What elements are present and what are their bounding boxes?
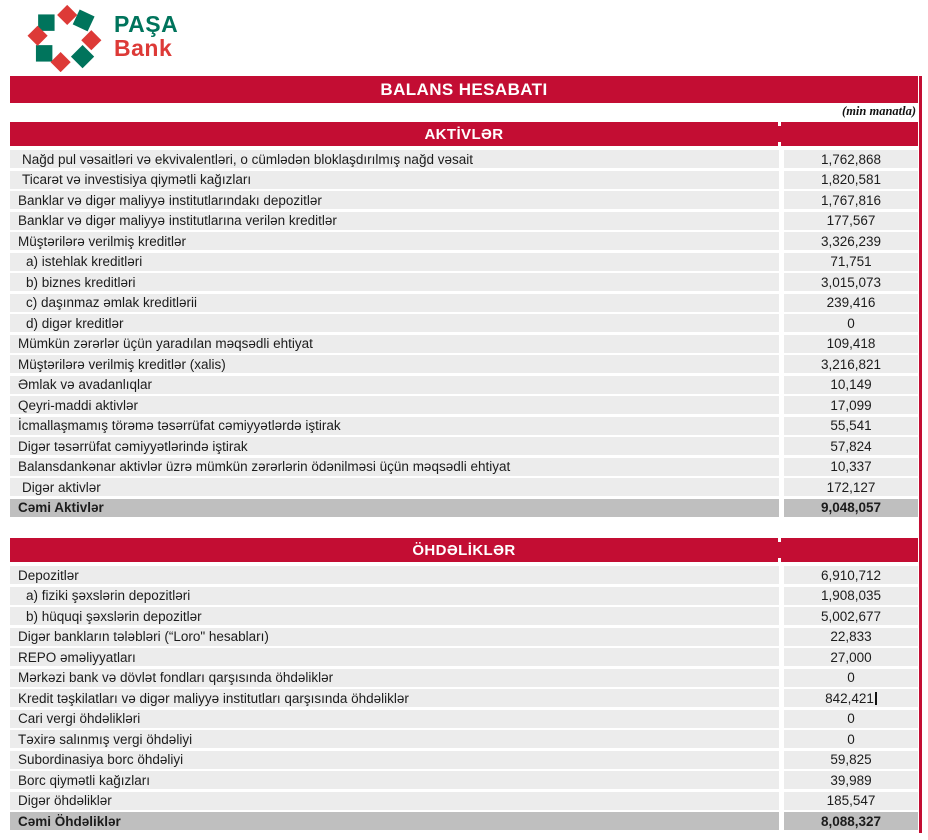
row-value-number: 8,088,327 (820, 813, 882, 829)
table-row (10, 648, 918, 666)
row-value-number: 3,326,239 (820, 233, 882, 249)
table-row (10, 335, 918, 353)
table-row (10, 587, 918, 605)
row-value-number: 1,908,035 (820, 588, 882, 603)
row-value (784, 499, 918, 517)
right-border-line (919, 76, 922, 833)
text-cursor (875, 692, 877, 705)
table-row (10, 730, 918, 748)
row-label: Borc qiymətli kağızları (10, 771, 779, 789)
table-row (10, 212, 918, 230)
row-value[interactable] (784, 689, 918, 707)
row-value-number: 5,002,677 (820, 608, 882, 624)
row-label: Müştərilərə verilmiş kreditlər (xalis) (10, 355, 779, 373)
row-value (784, 253, 918, 271)
row-label: İcmallaşmamış törəmə təsərrüfat cəmiyyətlərdə iştirak (10, 417, 779, 435)
row-value-number: 27,000 (830, 649, 872, 665)
row-label: Təxirə salınmış vergi öhdəliyi (10, 730, 779, 748)
row-label: c) daşınmaz əmlak kreditlərii (10, 294, 779, 312)
table-row (10, 792, 918, 810)
table-row (10, 376, 918, 394)
liabilities-section-header (10, 538, 918, 562)
total-row (10, 499, 918, 517)
row-value (784, 751, 918, 769)
bank-brand-header (26, 4, 178, 72)
row-value-number: 17,099 (830, 397, 872, 413)
row-label: Mərkəzi bank və dövlət fondları qarşısında öhdəliklər (10, 669, 779, 687)
row-label: a) istehlak kreditləri (10, 253, 779, 271)
row-value-number: 185,547 (826, 793, 876, 808)
assets-section-header (10, 122, 918, 146)
table-row (10, 171, 918, 189)
row-label: Balansdankənar aktivlər üzrə mümkün zərərlərin ödənilməsi üçün məqsədli ehtiyat (10, 458, 779, 476)
liabilities-table (10, 538, 918, 830)
row-label: Nağd pul vəsaitləri və ekvivalentləri, o cümlədən bloklaşdırılmış nağd vəsait (10, 150, 779, 168)
row-value-number: 22,833 (830, 629, 872, 644)
row-value (784, 648, 918, 666)
row-value-number: 1,762,868 (820, 151, 882, 167)
row-value (784, 212, 918, 230)
report-title-banner (10, 76, 918, 103)
row-label: Cəmi Öhdəliklər (10, 812, 779, 830)
row-value-number: 71,751 (830, 254, 872, 269)
row-value (784, 335, 918, 353)
currency-unit-note: (min manatla) (842, 104, 916, 118)
row-label: REPO əməliyyatları (10, 648, 779, 666)
row-label: b) biznes kreditləri (10, 273, 779, 291)
pashabank-pinwheel-logo-icon (26, 4, 104, 72)
assets-table (10, 122, 918, 517)
row-label: d) digər kreditlər (10, 314, 779, 332)
row-value (784, 417, 918, 435)
row-value (784, 376, 918, 394)
table-row (10, 437, 918, 455)
row-label: Digər öhdəliklər (10, 792, 779, 810)
table-row (10, 566, 918, 584)
row-value-number: 9,048,057 (820, 500, 882, 515)
row-label: Digər bankların tələbləri (“Loro" hesabları) (10, 628, 779, 646)
table-row (10, 689, 918, 707)
table-row (10, 458, 918, 476)
row-value-number: 3,015,073 (820, 274, 882, 290)
row-label: Depozitlər (10, 566, 779, 584)
bank-name-line1: PAŞA (114, 11, 179, 37)
row-label: a) fiziki şəxslərin depozitləri (10, 587, 779, 605)
table-row (10, 669, 918, 687)
liabilities-rows (10, 566, 918, 830)
row-value (784, 191, 918, 209)
table-row (10, 150, 918, 168)
row-label: Banklar və digər maliyyə institutlarındakı depozitlər (10, 191, 779, 209)
row-value (784, 355, 918, 373)
row-value (784, 171, 918, 189)
row-label: Digər aktivlər (10, 478, 779, 496)
table-row (10, 273, 918, 291)
row-value-number: 10,149 (830, 377, 872, 392)
row-label: Kredit təşkilatları və digər maliyyə institutları qarşısında öhdəliklər (10, 689, 779, 707)
row-value (784, 730, 918, 748)
row-label: Digər təsərrüfat cəmiyyətlərində iştirak (10, 437, 779, 455)
row-value-number: 57,824 (830, 438, 872, 454)
row-value (784, 710, 918, 728)
row-value-number: 109,418 (826, 336, 876, 351)
row-value (784, 150, 918, 168)
row-value-number: 0 (847, 670, 855, 685)
total-row (10, 812, 918, 830)
row-value (784, 607, 918, 625)
row-value-number: 0 (847, 315, 855, 331)
row-value (784, 273, 918, 291)
table-row (10, 191, 918, 209)
row-label: Mümkün zərərlər üçün yaradılan məqsədli ehtiyat (10, 335, 779, 353)
table-row (10, 628, 918, 646)
bank-name (114, 12, 178, 60)
row-value-number: 239,416 (826, 295, 876, 310)
row-label: Banklar və digər maliyyə institutlarına verilən kreditlər (10, 212, 779, 230)
row-value (784, 294, 918, 312)
bank-name-line2: Bank (114, 35, 173, 61)
table-row (10, 710, 918, 728)
table-row (10, 253, 918, 271)
row-value (784, 771, 918, 789)
row-value (784, 792, 918, 810)
table-row (10, 314, 918, 332)
row-label: Qeyri-maddi aktivlər (10, 396, 779, 414)
table-row (10, 771, 918, 789)
row-value-number: 0 (847, 731, 855, 747)
row-value-number: 1,767,816 (820, 192, 882, 208)
table-row (10, 478, 918, 496)
row-value (784, 232, 918, 250)
row-label: Müştərilərə verilmiş kreditlər (10, 232, 779, 250)
table-row (10, 355, 918, 373)
liabilities-section-title: ÖHDƏLİKLƏR (412, 541, 516, 559)
assets-section-title: AKTİVLƏR (424, 125, 504, 143)
table-row (10, 417, 918, 435)
row-value-number: 177,567 (826, 213, 876, 228)
row-value (784, 669, 918, 687)
row-value (784, 458, 918, 476)
row-value (784, 396, 918, 414)
row-label: Subordinasiya borc öhdəliyi (10, 751, 779, 769)
row-label: Cəmi Aktivlər (10, 499, 779, 517)
row-value-number: 1,820,581 (820, 172, 882, 187)
row-label: Ticarət və investisiya qiymətli kağızları (10, 171, 779, 189)
row-value-number: 39,989 (830, 772, 872, 788)
table-row (10, 607, 918, 625)
table-row (10, 232, 918, 250)
row-value-number: 10,337 (830, 459, 872, 474)
row-value (784, 812, 918, 830)
row-value (784, 437, 918, 455)
row-value (784, 478, 918, 496)
row-value-number: 55,541 (830, 418, 872, 433)
row-value-number: 3,216,821 (820, 356, 882, 372)
row-label: Əmlak və avadanlıqlar (10, 376, 779, 394)
row-value-number: 0 (847, 711, 855, 726)
row-value-number: 6,910,712 (820, 567, 882, 583)
row-value (784, 566, 918, 584)
table-row (10, 751, 918, 769)
report-title: BALANS HESABATI (380, 79, 548, 99)
row-value (784, 628, 918, 646)
row-value-number: 59,825 (830, 752, 872, 767)
row-label: Cari vergi öhdəlikləri (10, 710, 779, 728)
table-row (10, 294, 918, 312)
row-label: b) hüquqi şəxslərin depozitlər (10, 607, 779, 625)
row-value (784, 587, 918, 605)
table-row (10, 396, 918, 414)
row-value-number: 172,127 (826, 479, 876, 495)
assets-rows (10, 150, 918, 517)
row-value-number: 842,421 (825, 690, 874, 706)
row-value (784, 314, 918, 332)
